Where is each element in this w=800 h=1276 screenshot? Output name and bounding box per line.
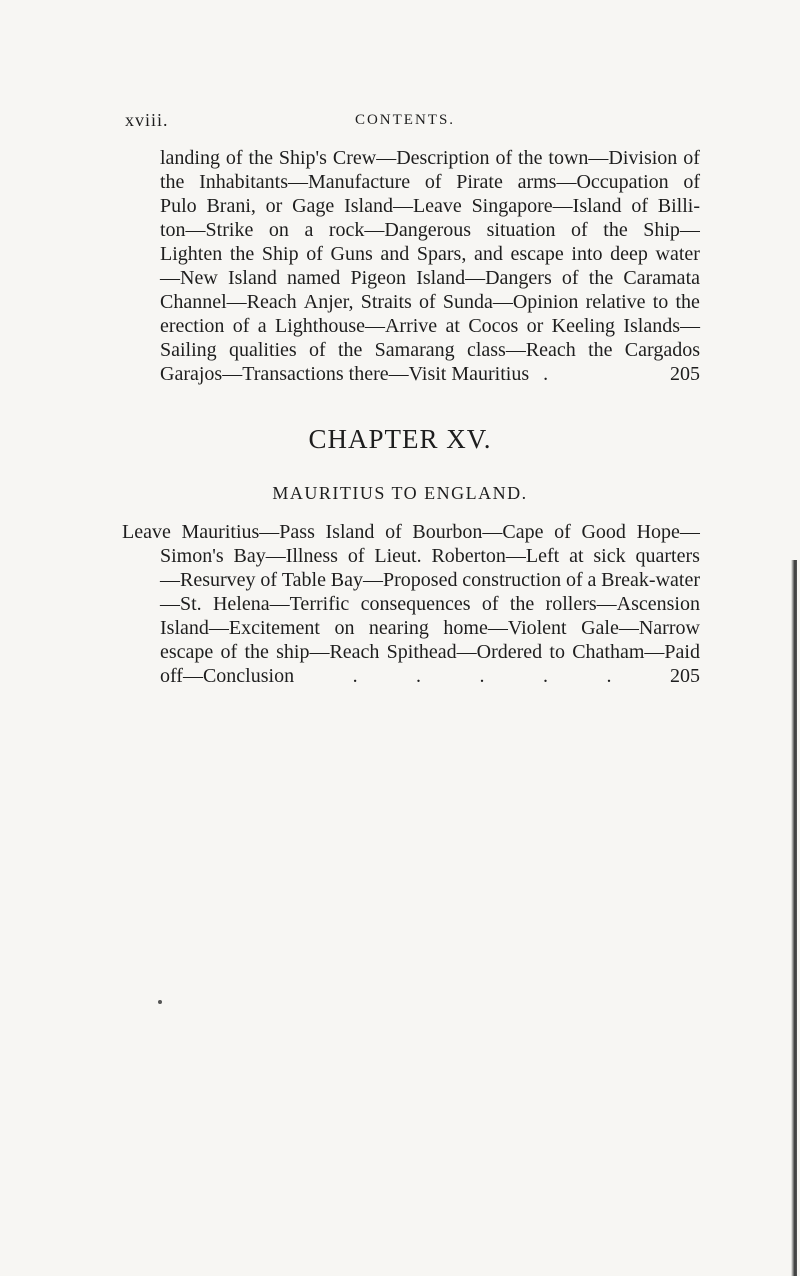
word: of [495,147,513,169]
word: Islands— [623,315,700,337]
leader-dot: . [416,665,422,687]
word: escape [510,243,564,265]
contents-line [160,314,700,338]
word: Sailing [160,339,217,361]
word: Pigeon [350,267,407,289]
word: town—Division [548,147,678,169]
word: ton—Strike [160,219,254,241]
word: quarters [635,545,700,567]
word: Island—Excitement [160,617,320,639]
word: of [683,171,700,193]
chapter-title: CHAPTER XV. [308,424,492,454]
word: of [571,219,588,241]
word: escape [160,641,214,663]
word: home—Violent [443,617,567,639]
word: Guns [330,243,373,265]
word: arms—Occupation [517,171,669,193]
word: Spars, [416,243,467,265]
word: Sunda—Opinion [442,291,579,313]
word: the [229,243,255,265]
word: rock—Dangerous [328,219,472,241]
chapter-subtitle: MAURITIUS TO ENGLAND. [272,483,528,503]
word: Bay—Proposed [330,569,458,591]
word: on [268,219,289,241]
contents-line [160,544,700,568]
word: of [683,147,700,169]
page-header [125,110,685,134]
word: Bourbon—Cape [412,521,544,543]
word: Helena—Terrific [212,593,350,615]
contents-line [160,266,700,290]
word: Billi- [657,195,700,217]
contents-line [160,194,700,218]
word: of [554,521,571,543]
word: Island [325,521,375,543]
contents-line [160,640,700,664]
word: —St. [160,593,202,615]
word: Channel—Reach [160,291,297,313]
word: Hope— [636,521,700,543]
page-reference: 205 [670,363,700,385]
word: Good [581,521,626,543]
contents-line [122,520,700,544]
contents-line [160,170,700,194]
word: or [526,315,544,337]
word: a [304,219,314,241]
page-binding-edge [791,560,797,1276]
word: at [445,315,460,337]
contents-text: Garajos—Transactions there—Visit Mauritius [160,363,530,385]
word: to [652,291,669,313]
ink-speck [158,1000,162,1004]
leader-dot: . [543,363,549,385]
contents-line-with-page-ref [160,664,700,688]
word: the [603,219,628,241]
word: of [347,545,365,567]
word: of [419,291,436,313]
word: of [631,195,648,217]
contents-line [160,146,700,170]
word: of [481,593,499,615]
word: —Resurvey [160,569,256,591]
word: nearing [368,617,429,639]
leader-dot: . [352,665,358,687]
word: rollers—Ascension [545,593,700,615]
word: named [287,267,341,289]
word: Leave [122,521,171,543]
word: the [160,171,185,193]
page-reference: 205 [669,665,700,687]
word: Island [227,267,277,289]
word: Break-water [601,569,700,591]
word: the [337,339,363,361]
word: Spithead—Ordered [386,641,543,663]
word: Mauritius—Pass [181,521,315,543]
word: Crew—Description [332,147,490,169]
word: of [232,315,250,337]
word: Simon's [160,545,224,567]
word: erection [160,315,225,337]
word: of [306,243,323,265]
word: of [385,521,402,543]
contents-line-with-page-ref [160,362,700,386]
word: water [655,243,700,265]
word: Lighten [160,243,223,265]
word: Lieut. [374,545,422,567]
page-number: xviii. [125,110,169,130]
word: the [588,339,613,361]
word: Cargados [624,339,700,361]
word: —New [160,267,218,289]
word: the [244,641,269,663]
leader-dot: . [479,665,485,687]
word: qualities [228,339,297,361]
word: ship—Reach [276,641,380,663]
word: of [309,339,326,361]
contents-line [160,616,700,640]
word: Island—Leave [344,195,462,217]
word: of [565,569,583,591]
chapter-15-contents [122,520,700,688]
word: Gale—Narrow [581,617,700,639]
word: landing [160,147,220,169]
word: Bay—Illness [233,545,338,567]
contents-line [160,338,700,362]
contents-line [160,242,700,266]
word: of [225,147,243,169]
word: sick [593,545,626,567]
word: the [509,593,535,615]
contents-line [160,290,700,314]
word: Table [281,569,326,591]
word: the [675,291,700,313]
word: the [518,147,543,169]
word: of [260,569,278,591]
word: a [257,315,267,337]
word: and [380,243,410,265]
word: and [473,243,503,265]
word: on [334,617,355,639]
word: the [588,267,614,289]
word: Gage [292,195,335,217]
word: situation [486,219,556,241]
leader-dot: . [543,665,549,687]
word: a [587,569,597,591]
word: Singapore—Island [471,195,622,217]
word: of [424,171,442,193]
word: deep [610,243,648,265]
word: Chatham—Paid [572,641,700,663]
contents-line [160,568,700,592]
word: Ship— [643,219,700,241]
contents-line [160,592,700,616]
word: the [248,147,273,169]
word: Ship's [278,147,327,169]
word: relative [585,291,646,313]
word: Island—Dangers [416,267,552,289]
word: Ship [261,243,299,265]
word: Lighthouse—Arrive [275,315,438,337]
word: Brani, [206,195,256,217]
chapter-14-contents [160,146,700,386]
word: at [569,545,584,567]
word: Straits [360,291,412,313]
word: of [220,641,238,663]
word: Inhabitants—Manufacture [199,171,411,193]
word: Cocos [468,315,519,337]
word: construction [462,569,562,591]
running-title: CONTENTS. [354,112,456,128]
leader-dot: . [606,665,612,687]
contents-line [160,218,700,242]
word: Anjer, [303,291,354,313]
word: class—Reach [466,339,576,361]
word: of [561,267,579,289]
word: consequences [360,593,471,615]
word: Pirate [456,171,503,193]
word: Roberton—Left [431,545,560,567]
word: Samarang [374,339,455,361]
word: to [549,641,565,663]
word: Caramata [623,267,700,289]
word: into [571,243,603,265]
word: or [265,195,283,217]
word: Keeling [551,315,615,337]
contents-text: off—Conclusion [160,665,295,687]
word: Pulo [160,195,197,217]
